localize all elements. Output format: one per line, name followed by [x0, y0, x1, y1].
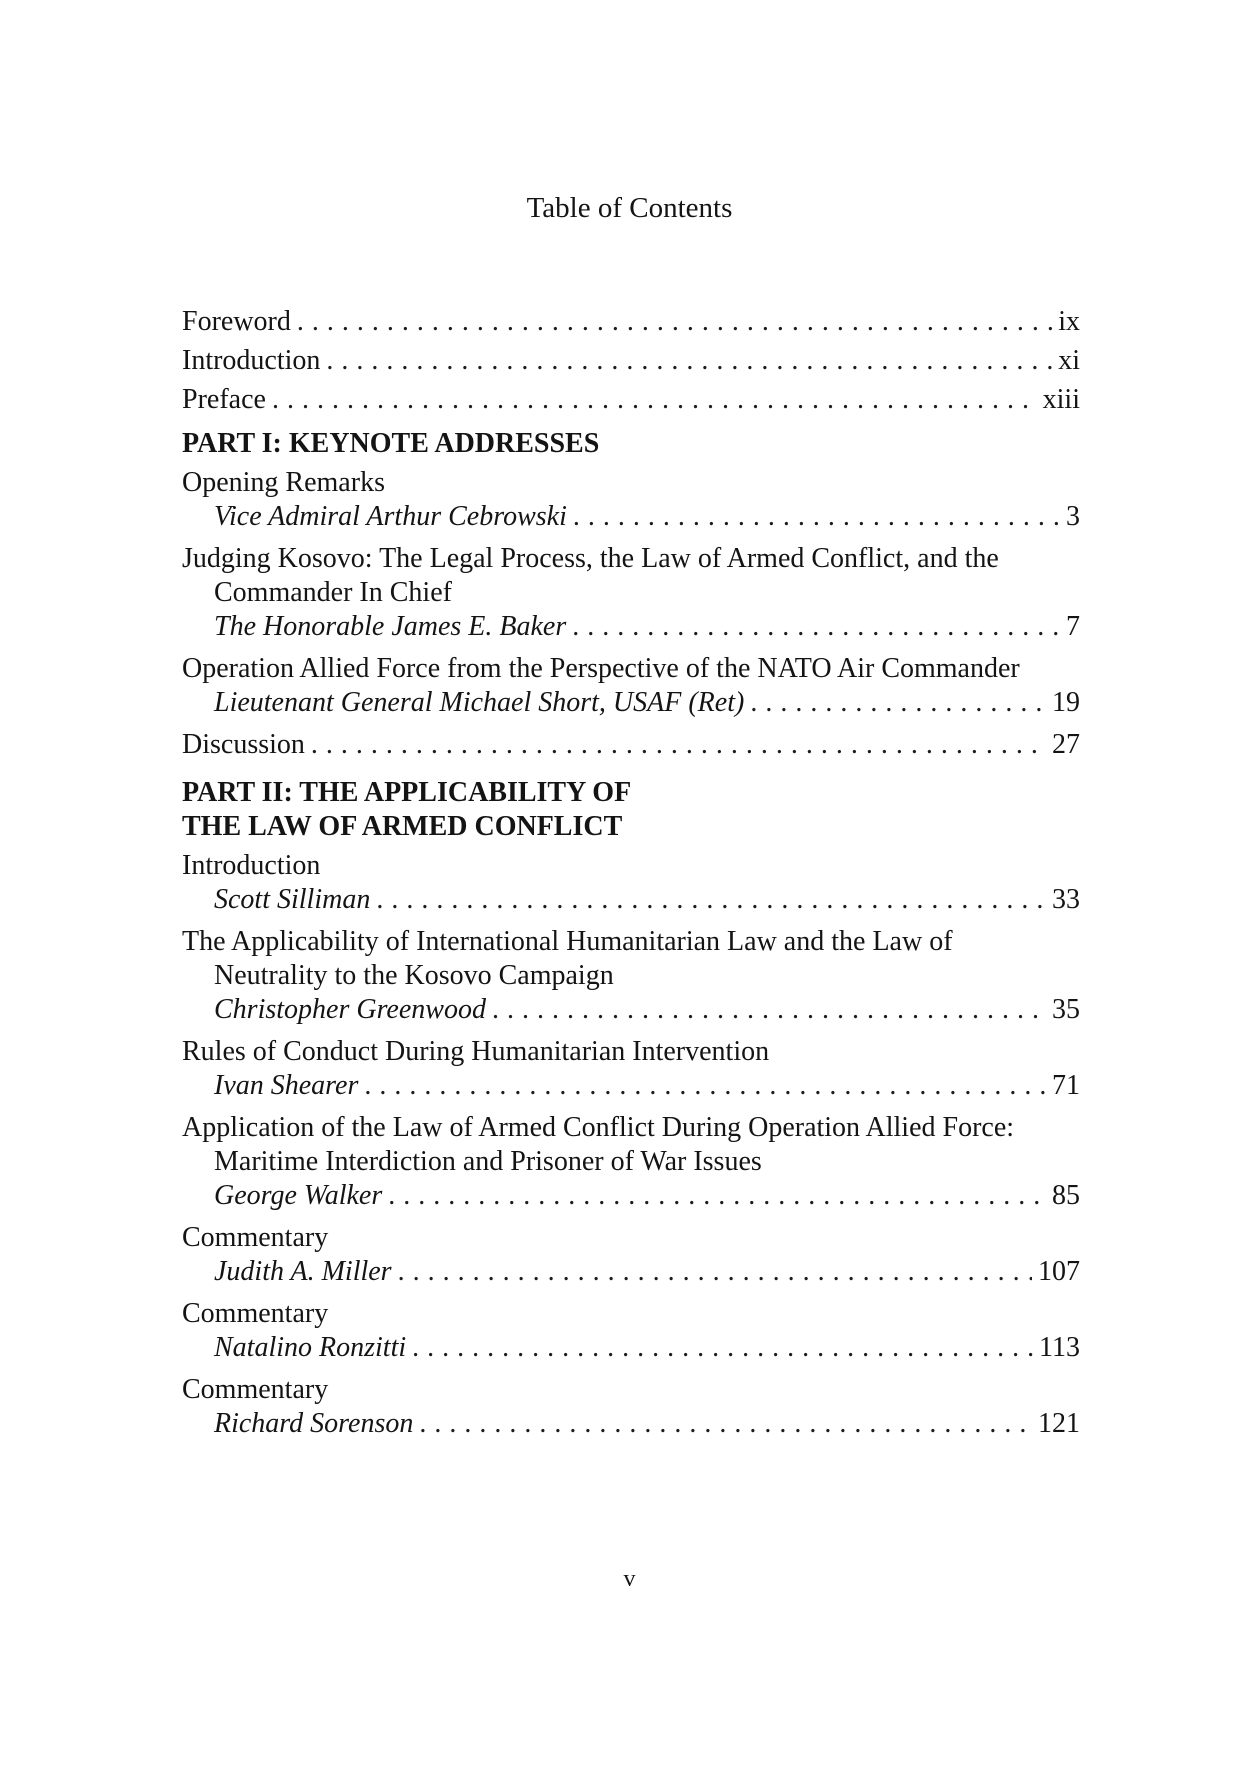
entry-title: Application of the Law of Armed Conflict During Operation Allied Force: [182, 1112, 1015, 1143]
page-title: Table of Contents [526, 192, 733, 224]
entry-label: Introduction [182, 345, 321, 376]
author-name: Lieutenant General Michael Short, USAF (Ret) [214, 687, 745, 718]
entry-label: Preface [182, 384, 266, 415]
toc-entry-author[interactable] [182, 1069, 1080, 1103]
entry-title: Introduction [182, 850, 321, 881]
author-name: Vice Admiral Arthur Cebrowski [214, 501, 567, 532]
author-name: Judith A. Miller [214, 1256, 392, 1287]
toc-entry-author[interactable] [182, 686, 1080, 720]
entry-title: Rules of Conduct During Humanitarian Intervention [182, 1036, 770, 1067]
part-heading: PART I: KEYNOTE ADDRESSES [182, 428, 600, 459]
entry-title-continued: Neutrality to the Kosovo Campaign [214, 960, 614, 991]
entry-title: Commentary [182, 1298, 329, 1329]
page-number: 19 [1052, 687, 1080, 718]
page-number: 27 [1052, 729, 1080, 760]
page-number: 71 [1052, 1070, 1080, 1101]
toc-entry-foreword[interactable] [182, 305, 1080, 339]
dot-leader [573, 500, 1060, 534]
dot-leader [297, 305, 1052, 339]
page-folio: v [623, 1566, 636, 1592]
toc-entry-preface[interactable] [182, 383, 1080, 417]
page-number: 33 [1052, 884, 1080, 915]
page-number: 3 [1066, 501, 1080, 532]
entry-title: Judging Kosovo: The Legal Process, the Law of Armed Conflict, and the [182, 543, 999, 574]
table-of-contents [182, 305, 1080, 1441]
dot-leader [398, 1255, 1032, 1289]
toc-entry-author[interactable] [182, 1179, 1080, 1213]
author-name: Richard Sorenson [214, 1408, 414, 1439]
toc-entry-author[interactable] [182, 610, 1080, 644]
dot-leader [572, 610, 1060, 644]
entry-title-continued: Maritime Interdiction and Prisoner of War Issues [214, 1146, 762, 1177]
toc-entry-author[interactable] [182, 500, 1080, 534]
page-number: 107 [1038, 1256, 1080, 1287]
dot-leader [750, 686, 1046, 720]
dot-leader [376, 883, 1046, 917]
toc-entry-author[interactable] [182, 883, 1080, 917]
page-number: 35 [1052, 994, 1080, 1025]
entry-label: Discussion [182, 729, 305, 760]
dot-leader [326, 344, 1052, 378]
author-name: Christopher Greenwood [214, 994, 486, 1025]
dot-leader [364, 1069, 1046, 1103]
page-number: xi [1058, 345, 1080, 376]
toc-entry-discussion[interactable] [182, 728, 1080, 762]
part-heading-continued: THE LAW OF ARMED CONFLICT [182, 811, 623, 842]
dot-leader [272, 383, 1037, 417]
page-number: 85 [1052, 1180, 1080, 1211]
entry-title-continued: Commander In Chief [214, 577, 452, 608]
author-name: Scott Silliman [214, 884, 371, 915]
entry-title: Commentary [182, 1374, 329, 1405]
entry-title: Commentary [182, 1222, 329, 1253]
toc-entry-author[interactable] [182, 993, 1080, 1027]
toc-entry-author[interactable] [182, 1255, 1080, 1289]
page-number: 7 [1066, 611, 1080, 642]
page-number: 113 [1039, 1332, 1080, 1363]
page-number: xiii [1042, 384, 1080, 415]
part-heading: PART II: THE APPLICABILITY OF [182, 777, 632, 808]
dot-leader [412, 1331, 1033, 1365]
entry-label: Foreword [182, 306, 291, 337]
author-name: George Walker [214, 1180, 383, 1211]
toc-entry-author[interactable] [182, 1407, 1080, 1441]
author-name: The Honorable James E. Baker [214, 611, 567, 642]
toc-entry-author[interactable] [182, 1331, 1080, 1365]
entry-title: Opening Remarks [182, 467, 385, 498]
dot-leader [419, 1407, 1032, 1441]
entry-title: Operation Allied Force from the Perspective of the NATO Air Commander [182, 653, 1020, 684]
author-name: Natalino Ronzitti [214, 1332, 407, 1363]
dot-leader [492, 993, 1046, 1027]
page-number: ix [1058, 306, 1080, 337]
dot-leader [311, 728, 1046, 762]
toc-entry-introduction[interactable] [182, 344, 1080, 378]
entry-title: The Applicability of International Humanitarian Law and the Law of [182, 926, 953, 957]
dot-leader [388, 1179, 1046, 1213]
page-number: 121 [1038, 1408, 1080, 1439]
author-name: Ivan Shearer [214, 1070, 359, 1101]
